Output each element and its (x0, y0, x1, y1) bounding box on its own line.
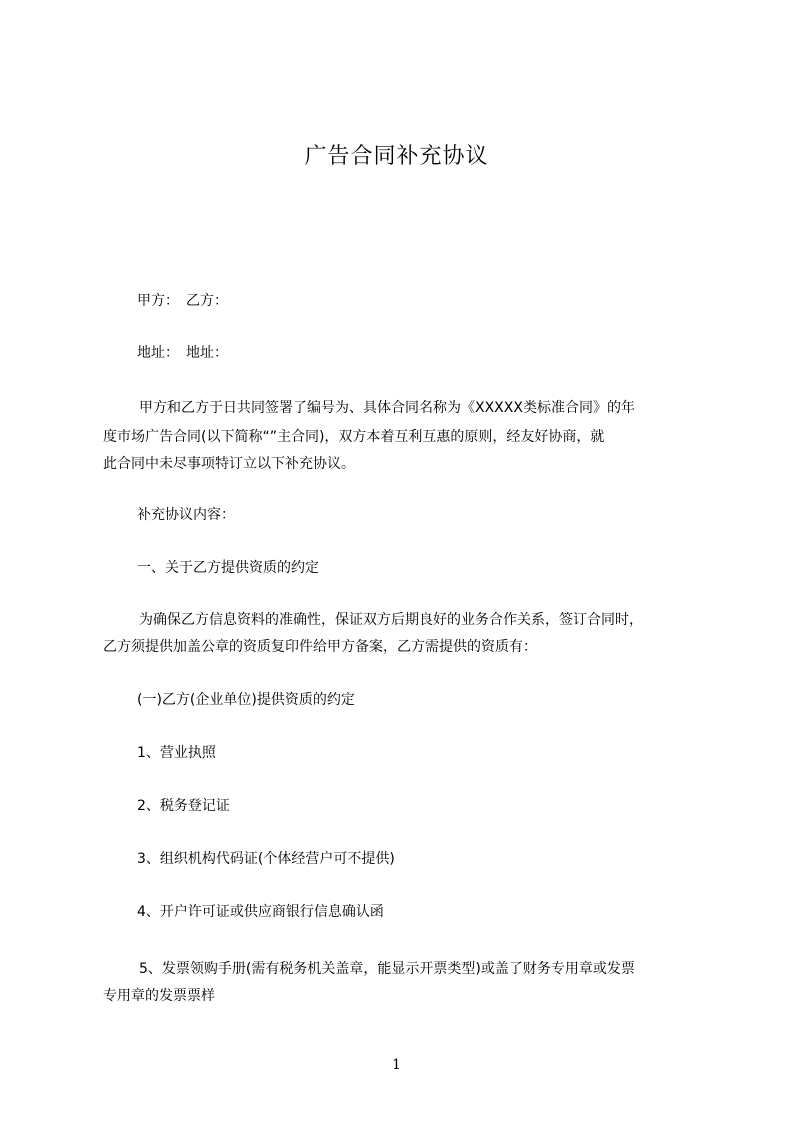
content-label: 补充协议内容： (137, 507, 235, 523)
list-item-5-line-2: 专用章的发票票样 (103, 988, 215, 1004)
intro-line-1: 甲方和乙方于日共同签署了编号为、具体合同名称为《XXXXX类标准合同》的年 (139, 400, 635, 416)
subsection-heading: (一)乙方(企业单位)提供资质的约定 (137, 692, 355, 708)
page-number: 1 (392, 1057, 401, 1073)
party-line: 甲方： 乙方： (137, 293, 228, 309)
section-1-heading: 一、关于乙方提供资质的约定 (137, 560, 319, 576)
document-title: 广告合同补充协议 (304, 144, 489, 169)
list-item: 1、营业执照 (137, 745, 216, 761)
list-item-5-line-1: 5、发票领购手册(需有税务机关盖章，能显示开票类型)或盖了财务专用章或发票 (139, 961, 635, 977)
address-line: 地址： 地址： (137, 345, 228, 361)
intro-line-3: 此合同中未尽事项特订立以下补充协议。 (103, 456, 355, 472)
section-1-line-1: 为确保乙方信息资料的准确性，保证双方后期良好的业务合作关系，签订合同时， (139, 612, 643, 628)
list-item: 2、税务登记证 (137, 798, 230, 814)
list-item: 3、组织机构代码证(个体经营户可不提供) (137, 851, 395, 867)
section-1-line-2: 乙方须提供加盖公章的资质复印件给甲方备案，乙方需提供的资质有： (103, 639, 537, 655)
intro-line-2: 度市场广告合同(以下简称“”主合同)，双方本着互利互惠的原则，经友好协商，就 (103, 429, 605, 445)
list-item: 4、开户许可证或供应商银行信息确认函 (137, 904, 384, 920)
